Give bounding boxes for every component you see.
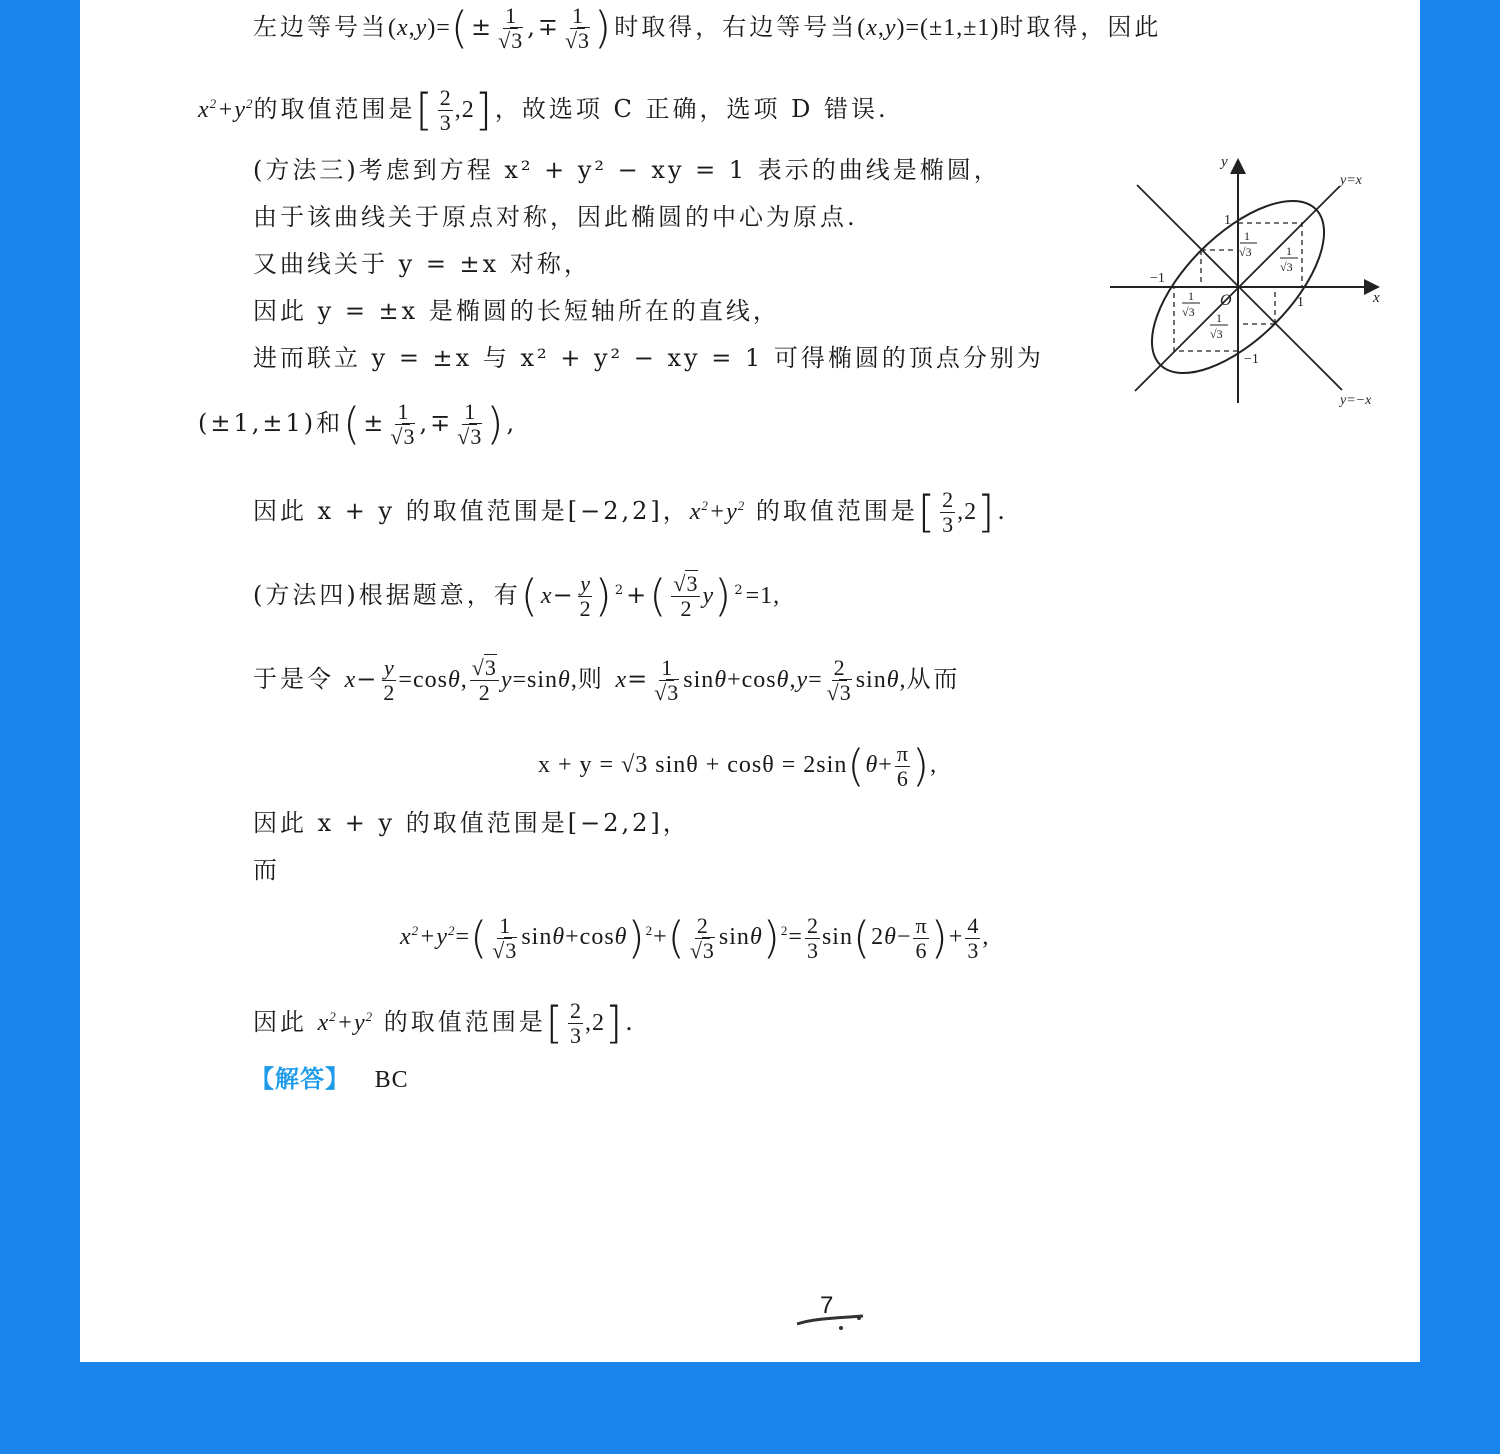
origin-label: O xyxy=(1220,292,1232,309)
line1-text-b: 时取得，右边等号当 xyxy=(614,13,858,41)
answer-value: BC xyxy=(374,1067,409,1093)
method3-line-5: 进而联立 y = ±x 与 x² + y² − xy = 1 可得椭圆的顶点分别为 xyxy=(253,344,1044,372)
y-axis-label: y xyxy=(1221,154,1228,170)
range-text-a: 因此 x + y 的取值范围是[−2,2]， xyxy=(253,497,690,525)
line2-text-a: 的取值范围是 xyxy=(253,95,416,123)
svg-text:√3: √3 xyxy=(1182,305,1195,319)
method4-line-7: 因此 $x^2+y^2$ 的取值范围是[ $\frac{2}{3}$ ,2]. xyxy=(253,997,636,1049)
method3-line-3: 又曲线关于 y = ±x 对称， xyxy=(253,250,591,278)
method4-line-3: x + y = √3 sinθ + cosθ = 2sin(θ+ $\frac{\pi}{6}$ ), xyxy=(538,740,938,792)
svg-text:√3: √3 xyxy=(1210,327,1223,341)
svg-text:1: 1 xyxy=(1216,311,1222,325)
svg-text:1: 1 xyxy=(1244,229,1250,243)
tick-x-neg-1: −1 xyxy=(1150,271,1165,286)
method3-line-1: (方法三)考虑到方程 x² + y² − xy = 1 表示的曲线是椭圆， xyxy=(253,156,1001,184)
text-line-1: 左边等号当(x,y)=(± $\frac{1}{√3}$ ,∓ $\frac{1}{√3}$ )时取得，右边等号当(x,y)=(±1,±1)时取得，因此 xyxy=(253,2,1162,54)
method4-text-e: 因此 xyxy=(253,1008,307,1036)
answer-line xyxy=(250,1062,409,1097)
document-page xyxy=(80,0,1420,1362)
line1-text-c: 时取得，因此 xyxy=(999,13,1162,41)
method4-line-5: 而 xyxy=(253,856,280,884)
line1-text-a: 左边等号当 xyxy=(253,13,388,41)
method3-line-6: (±1,±1)和(± $\frac{1}{√3}$ ,∓ $\frac{1}{√3}$ ), xyxy=(198,398,518,450)
method3-line-4: 因此 y = ±x 是椭圆的长短轴所在的直线， xyxy=(253,297,780,325)
method4-line-2: 于是令 x− $\frac{y}{2}$ =cosθ, $\frac{√3}{2}$ y=sinθ,则 x= $\frac{1}{√3}$ sinθ+cosθ,y= $\frac{2}{√3}$ sinθ,从而 xyxy=(253,655,961,705)
method4-text-c: 则 xyxy=(577,665,605,693)
method4-line-4: 因此 x + y 的取值范围是[−2,2]， xyxy=(253,809,690,837)
page-number-text: 7 xyxy=(820,1292,834,1319)
method4-formula-1: x + y = √3 sinθ + cosθ = 2sin xyxy=(538,752,848,779)
method3-line-2: 由于该曲线关于原点对称，因此椭圆的中心为原点. xyxy=(253,203,858,231)
method4-text-f: 的取值范围是 xyxy=(383,1008,546,1036)
svg-text:√3: √3 xyxy=(1239,245,1252,259)
page-number xyxy=(795,1292,865,1336)
svg-text:1: 1 xyxy=(1286,244,1292,258)
line-y-eq-neg-x-label: y=−x xyxy=(1340,393,1372,408)
vertices-text: (±1,±1)和 xyxy=(198,409,344,437)
svg-text:√3: √3 xyxy=(1280,260,1293,274)
range-text-b: 的取值范围是 xyxy=(755,497,918,525)
method4-text-b: 于是令 xyxy=(253,665,334,693)
answer-label: 【解答】 xyxy=(250,1065,350,1093)
svg-text:1: 1 xyxy=(1188,289,1194,303)
method4-text-d: 从而 xyxy=(906,665,961,693)
text-line-2: $x^2+y^2$的取值范围是[ $\frac{2}{3}$ ,2]，故选项 C 正确，选项 D 错误. xyxy=(198,84,889,136)
x-axis-label: x xyxy=(1373,290,1380,306)
ellipse-figure xyxy=(1110,150,1390,410)
method4-text-a: (方法四)根据题意，有 xyxy=(253,581,521,609)
tick-x-1: 1 xyxy=(1297,295,1304,310)
tick-y-1: 1 xyxy=(1224,213,1231,228)
line-y-eq-x-label: y=x xyxy=(1340,173,1362,188)
method4-line-1: (方法四)根据题意，有(x− $\frac{y}{2}$ )$^2$+( $\frac{√3}{2}$ y)$^2$=1, xyxy=(253,570,781,622)
method3-line-7: 因此 x + y 的取值范围是[−2,2]，$x^2+y^2$ 的取值范围是[ $\frac{2}{3}$ ,2]. xyxy=(253,486,1008,538)
tick-y-neg-1: −1 xyxy=(1244,352,1259,367)
line2-text-b: ，故选项 C 正确，选项 D 错误. xyxy=(494,95,889,123)
method4-line-6: $x^2+y^2=$( $\frac{1}{√3}$ sinθ+cosθ)$^2$+( $\frac{2}{√3}$ sinθ)$^2$= $\frac{2}{3}$ sin(2θ− $\frac{\pi}{6}$ )+ $\frac{4}{3}$ , xyxy=(400,912,990,964)
